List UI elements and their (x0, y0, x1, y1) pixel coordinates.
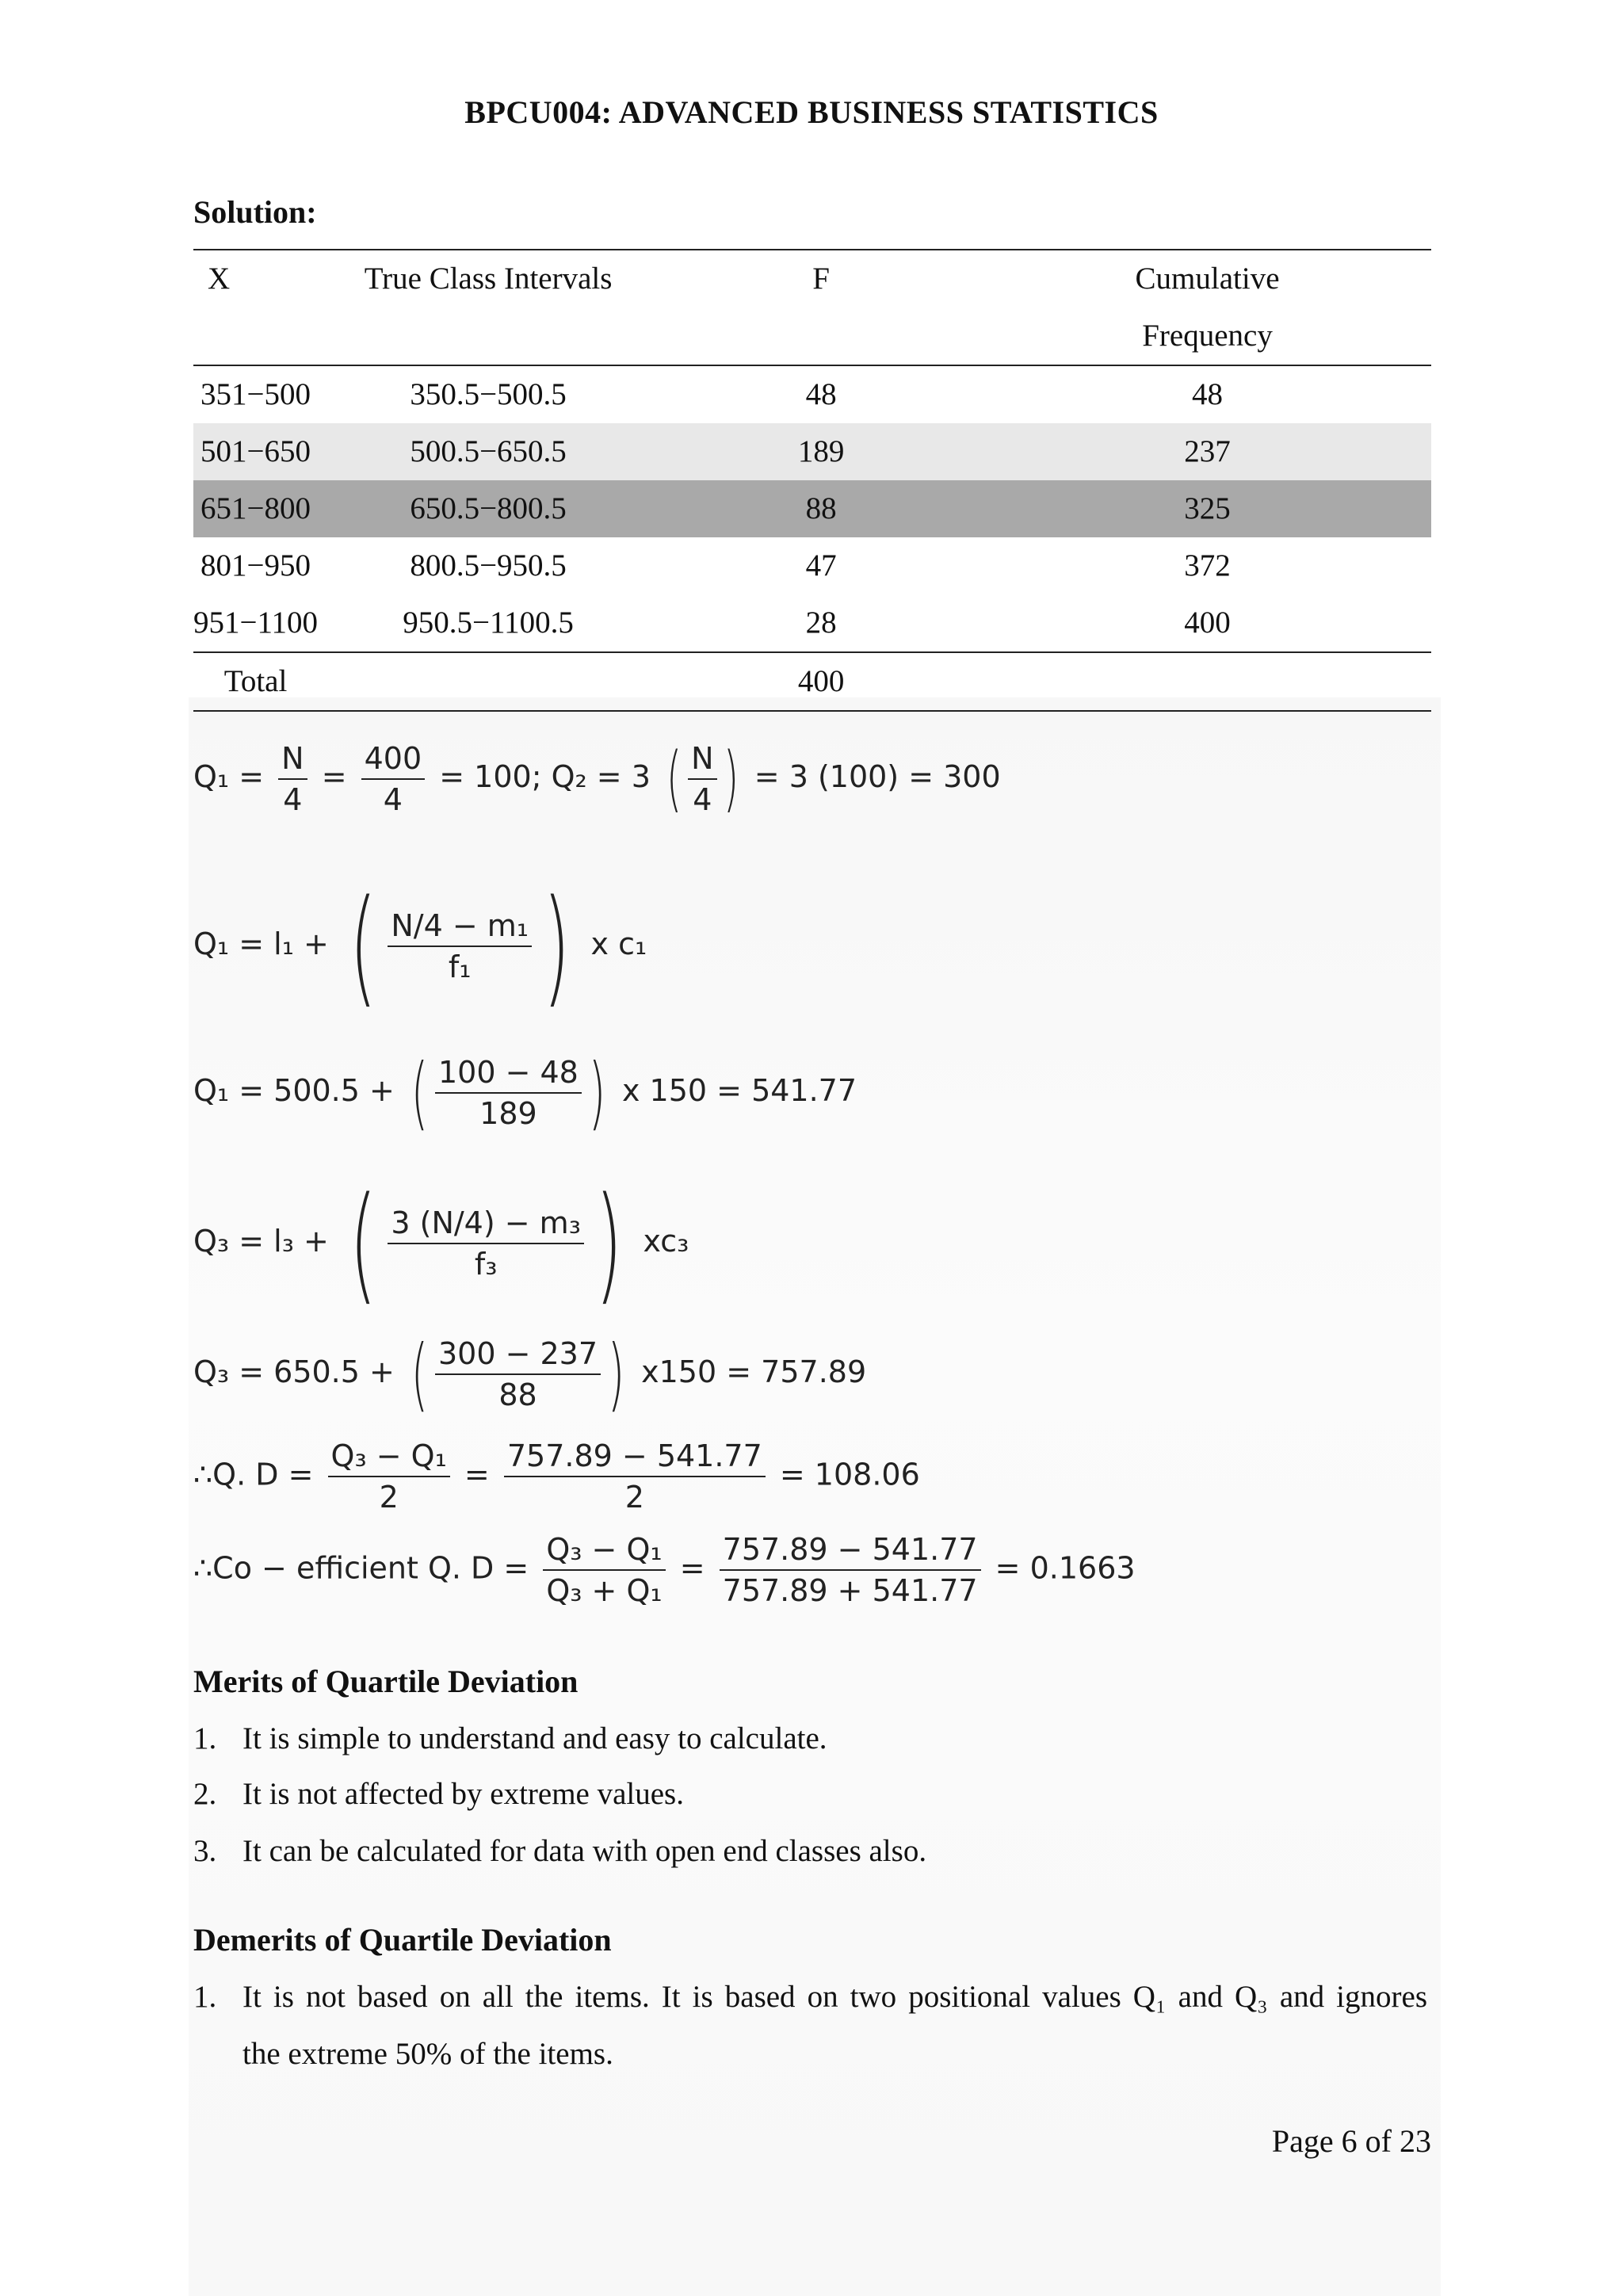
eq-rhs: = 0.1663 (995, 1550, 1136, 1586)
frac-den: Q₃ + Q₁ (546, 1573, 663, 1608)
frac-num: N (278, 739, 307, 780)
cell-f: 28 (805, 606, 837, 640)
cell-interval: 500.5−650.5 (318, 423, 659, 480)
fraction-400-over-4 (361, 739, 426, 819)
eq-sign: = (464, 1457, 490, 1492)
frac-num: 100 − 48 (435, 1052, 582, 1094)
list-text-line2: the extreme 50% of the items. (242, 2037, 613, 2071)
eq-lhs: Q₁ = l₁ + (193, 926, 329, 961)
eq-sign: = (321, 759, 347, 794)
paren-open: ( (349, 1169, 377, 1317)
frac-den: 2 (379, 1480, 399, 1515)
cell-f: 88 (659, 480, 983, 537)
eq-rhs: = 108.06 (779, 1457, 920, 1492)
total-empty (318, 652, 659, 711)
table-row (193, 365, 1431, 423)
eq-rhs: x 150 = 541.77 (621, 1073, 857, 1108)
list-item (193, 1823, 1431, 1880)
cell-f: 189 (659, 423, 983, 480)
frac-num: 757.89 − 541.77 (720, 1530, 981, 1571)
fraction-q1-value (435, 1052, 582, 1133)
cell-f: 47 (805, 548, 837, 583)
header-x: X (193, 250, 318, 365)
equation-q1-formula (193, 872, 647, 1020)
list-item (193, 1969, 1431, 2083)
equation-quartile-positions (193, 737, 1001, 820)
eq-rhs: xc₃ (643, 1224, 689, 1259)
paren-close: ) (588, 1046, 606, 1139)
list-text-line1: It is not based on all the items. It is based on two positional values Q₁ and Q₃ and ignores (242, 1980, 1427, 2014)
frac-num: Q₃ − Q₁ (328, 1436, 450, 1477)
cell-x: 951−1100 (193, 606, 319, 640)
page-header: BPCU004: ADVANCED BUSINESS STATISTICS (464, 94, 1159, 130)
paren-close: ) (607, 1328, 625, 1420)
frac-num: 300 − 237 (435, 1334, 601, 1375)
fraction-coef-values (720, 1530, 981, 1610)
header-f: F (659, 250, 983, 365)
cell-f: 48 (805, 377, 837, 411)
frac-den: 757.89 + 541.77 (722, 1573, 978, 1608)
paren-open: ( (666, 737, 682, 820)
frac-num: 3 (N/4) − m₃ (388, 1203, 584, 1244)
eq-q2-result: = 3 (100) = 300 (754, 759, 1001, 794)
cell-interval: 350.5−500.5 (410, 377, 567, 411)
eq-rhs: x150 = 757.89 (641, 1354, 867, 1389)
frac-den: 4 (693, 781, 712, 817)
total-empty-cf (983, 652, 1431, 711)
paren-open: ( (411, 1046, 429, 1139)
frac-den: f₃ (474, 1246, 498, 1282)
cell-x: 651−800 (193, 480, 318, 537)
merits-title: Merits of Quartile Deviation (193, 1664, 579, 1699)
fraction-q3-formula (388, 1203, 584, 1284)
frac-den: 4 (283, 781, 303, 817)
frac-num: N/4 − m₁ (388, 906, 532, 947)
paren-open: ( (411, 1328, 429, 1420)
table-row (193, 537, 1431, 594)
fraction-q1-formula (388, 906, 532, 987)
equation-coefficient-qd (193, 1530, 1136, 1610)
frac-num: Q₃ − Q₁ (543, 1530, 665, 1571)
list-number: 1. (193, 1980, 217, 2014)
table-row (193, 594, 1431, 652)
header-frequency: Frequency (1142, 319, 1273, 353)
list-number: 3. (193, 1834, 217, 1868)
header-cumulative-frequency (983, 250, 1431, 365)
eq-lhs: ∴Q. D = (193, 1457, 314, 1492)
eq-lhs: Q₃ = 650.5 + (193, 1354, 395, 1389)
paren-close: ) (594, 1169, 623, 1317)
frac-den: 88 (498, 1377, 537, 1412)
total-label: Total (193, 652, 318, 711)
cell-cf: 372 (1184, 548, 1231, 583)
header-cumulative: Cumulative (1135, 262, 1280, 296)
cell-interval: 650.5−800.5 (318, 480, 659, 537)
fraction-qd-values (504, 1436, 766, 1517)
paren-open: ( (349, 872, 377, 1020)
eq-lhs: Q₃ = l₃ + (193, 1224, 329, 1259)
eq-q1-label: Q₁ = (193, 759, 265, 794)
cell-interval: 800.5−950.5 (410, 548, 567, 583)
paren-close: ) (723, 737, 739, 820)
cell-cf: 48 (1192, 377, 1224, 411)
eq-lhs: ∴Co − efficient Q. D = (193, 1550, 529, 1586)
frac-den: 2 (624, 1480, 644, 1515)
fraction-n-over-4-b (688, 739, 716, 819)
cell-x: 801−950 (200, 548, 311, 583)
cell-cf: 325 (983, 480, 1431, 537)
eq-sign: = (679, 1550, 705, 1586)
equation-q1-value (193, 1046, 857, 1139)
frac-num: 400 (361, 739, 426, 780)
eq-rhs: x c₁ (590, 926, 647, 961)
frac-num: 757.89 − 541.77 (504, 1436, 766, 1477)
cell-cf: 400 (1184, 606, 1231, 640)
list-text: It is simple to understand and easy to calculate. (242, 1721, 827, 1755)
cell-interval: 950.5−1100.5 (403, 606, 574, 640)
frac-den: f₁ (448, 949, 472, 984)
paren-close: ) (543, 872, 571, 1020)
fraction-n-over-4 (278, 739, 307, 819)
frequency-table (193, 249, 1431, 712)
frac-den: 189 (479, 1095, 537, 1131)
solution-label: Solution: (193, 194, 317, 230)
equation-q3-formula (193, 1169, 689, 1317)
cell-x: 501−650 (193, 423, 318, 480)
cell-cf: 237 (983, 423, 1431, 480)
list-number: 2. (193, 1777, 217, 1811)
fraction-qd (328, 1436, 450, 1517)
table-row (193, 423, 1431, 480)
header-true-class-intervals: True Class Intervals (318, 250, 659, 365)
list-text: It can be calculated for data with open end classes also. (242, 1834, 927, 1868)
list-item (193, 1766, 1431, 1823)
page-number: Page 6 of 23 (1271, 2123, 1431, 2159)
total-value: 400 (659, 652, 983, 711)
table-total-row (193, 652, 1431, 711)
frac-den: 4 (383, 781, 403, 817)
eq-q2-part: = 100; Q₂ = 3 (439, 759, 651, 794)
fraction-q3-value (435, 1334, 601, 1415)
demerits-title: Demerits of Quartile Deviation (193, 1922, 612, 1958)
list-item (193, 1710, 1431, 1767)
fraction-coef (543, 1530, 665, 1610)
equation-quartile-deviation (193, 1436, 920, 1517)
frac-num: N (688, 739, 716, 780)
eq-lhs: Q₁ = 500.5 + (193, 1073, 395, 1108)
table-header-row (193, 250, 1431, 365)
list-number: 1. (193, 1721, 217, 1755)
list-text: It is not affected by extreme values. (242, 1777, 684, 1811)
cell-x: 351−500 (200, 377, 311, 411)
table-row-highlighted (193, 480, 1431, 537)
equation-q3-value (193, 1328, 866, 1420)
